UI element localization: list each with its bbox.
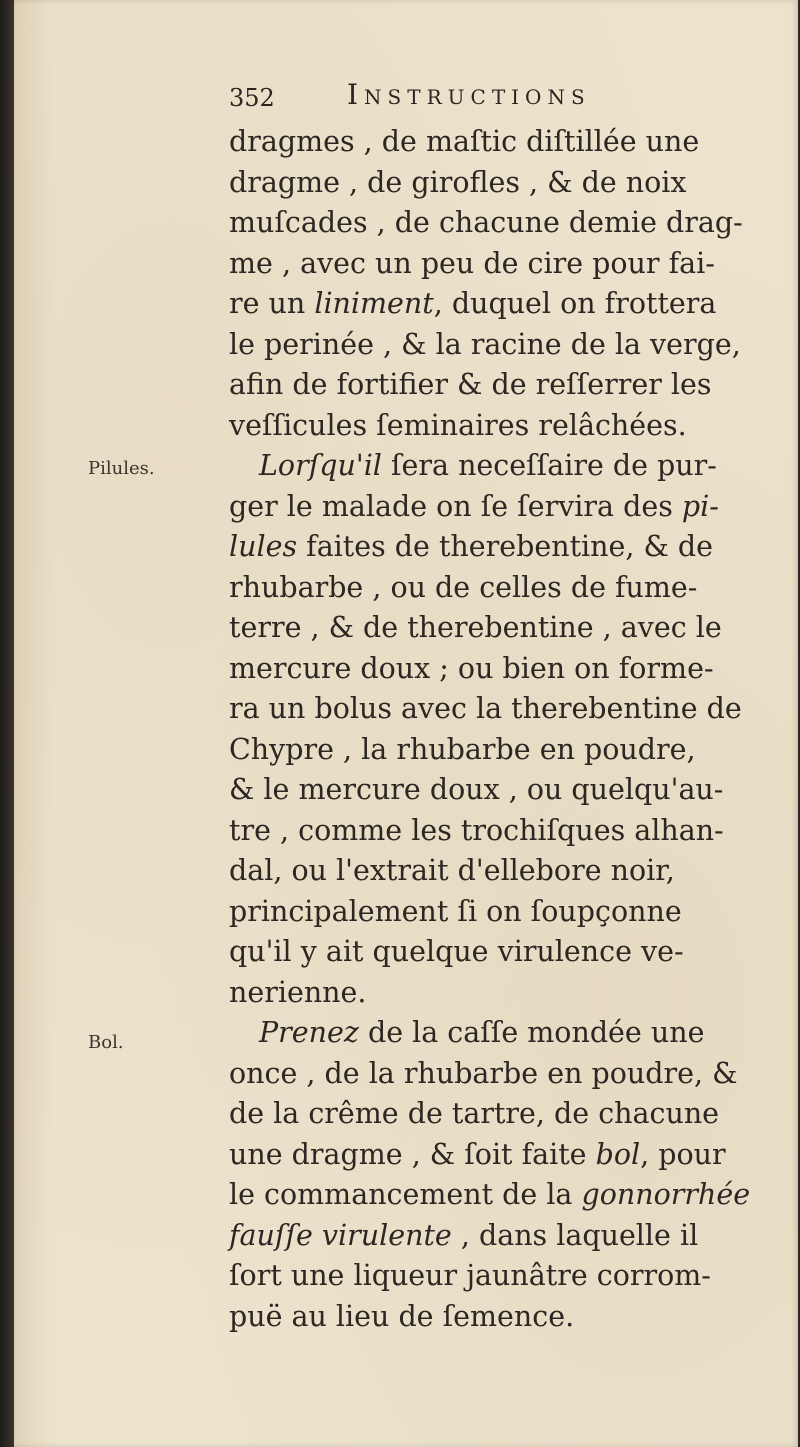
italic-term: Prenez bbox=[259, 1016, 359, 1049]
text-line: fauſſe virulente , dans laquelle il bbox=[229, 1218, 699, 1252]
text-line: puë au lieu de ſemence. bbox=[229, 1299, 575, 1333]
margin-note-pilules: Pilules. bbox=[88, 458, 155, 479]
text-line: Lorſqu'il ſera neceſſaire de pur- bbox=[259, 449, 717, 482]
text-line: terre , & de therebentine , avec le bbox=[229, 611, 722, 644]
text-line: Prenez de la caſſe mondée une bbox=[259, 1016, 705, 1049]
text-line: me , avec un peu de cire pour fai- bbox=[229, 246, 715, 280]
text-line: dal, ou l'extrait d'ellebore noir, bbox=[229, 854, 675, 887]
text-line: le perinée , & la racine de la verge, bbox=[229, 327, 741, 361]
text-line: ſort une liqueur jaunâtre corrom- bbox=[229, 1259, 711, 1292]
italic-term: liniment bbox=[314, 287, 434, 320]
text-line: principalement ſi on ſoupçonne bbox=[229, 894, 682, 928]
text-line: afin de fortifier & de reſſerrer les bbox=[229, 368, 712, 401]
italic-term: bol bbox=[595, 1137, 641, 1171]
text-line: once , de la rhubarbe en poudre, & bbox=[229, 1056, 738, 1090]
italic-term: fauſſe virulente bbox=[229, 1218, 452, 1252]
body-text bbox=[229, 122, 769, 1337]
text-line: & le mercure doux , ou quelqu'au- bbox=[229, 773, 724, 806]
text-line: Chypre , la rhubarbe en poudre, bbox=[229, 732, 696, 766]
text-line: lules faites de therebentine, & de bbox=[229, 530, 714, 563]
running-head: Instructions bbox=[347, 78, 591, 111]
text-line: rhubarbe , ou de celles de fume- bbox=[229, 570, 698, 604]
text-line: nerienne. bbox=[229, 975, 367, 1009]
text-line: une dragme , & ſoit faite bol, pour bbox=[229, 1137, 726, 1171]
page-number: 352 bbox=[229, 84, 275, 112]
italic-term: Lorſqu'il bbox=[259, 449, 382, 482]
italic-term: gonnorrhée bbox=[581, 1178, 751, 1211]
text-line: ra un bolus avec la therebentine de bbox=[229, 692, 742, 725]
text-line: dragme , de girofles , & de noix bbox=[229, 165, 687, 199]
text-line: dragmes , de maſtic diſtillée une bbox=[229, 125, 700, 158]
text-line: qu'il y ait quelque virulence ve- bbox=[229, 935, 684, 968]
text-line: de la crême de tartre, de chacune bbox=[229, 1097, 720, 1130]
text-line: ger le malade on ſe ſervira des pi- bbox=[229, 489, 719, 523]
book-spine-shadow bbox=[0, 0, 14, 1447]
text-line: le commancement de la gonnorrhée bbox=[229, 1178, 751, 1211]
text-line: veſſicules ſeminaires relâchées. bbox=[229, 408, 687, 442]
page-header bbox=[229, 78, 749, 118]
text-line: mercure doux ; ou bien on forme- bbox=[229, 651, 714, 685]
italic-term: pi- bbox=[681, 489, 719, 523]
text-line: tre , comme les trochiſques alhan- bbox=[229, 813, 724, 847]
text-line: re un liniment, duquel on frottera bbox=[229, 287, 717, 320]
margin-note-bol: Bol. bbox=[88, 1032, 124, 1053]
italic-term: lules bbox=[229, 530, 298, 563]
text-line: muſcades , de chacune demie drag- bbox=[229, 206, 743, 239]
